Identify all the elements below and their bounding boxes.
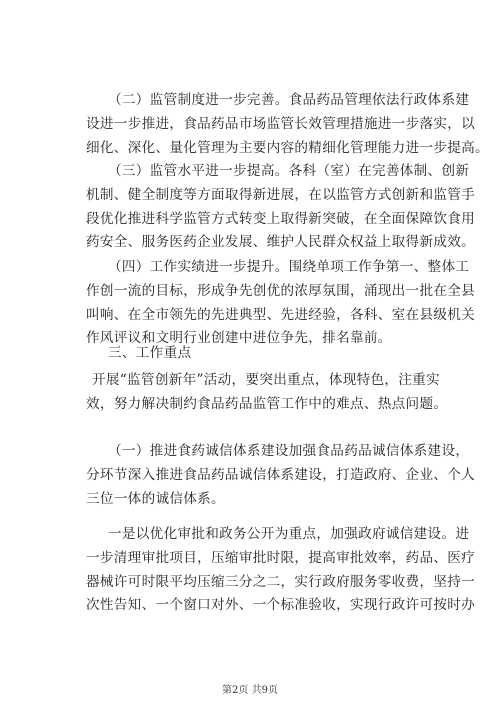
paragraph-integrity-system [86, 440, 476, 511]
paragraph-government-integrity [86, 523, 476, 618]
paragraph-regulatory-system [86, 89, 489, 160]
text-line: 作风评议和文明行业创建中进位争先，排名靠前。 [86, 330, 392, 347]
text-line: （三）监管水平进一步提高。各科（室）在完善体制、创新 [108, 163, 470, 179]
text-line: 开展“监管创新年”活动，要突出重点，体现特色，注重实 [92, 372, 440, 388]
text-line: 三位一体的诚信体系。 [86, 490, 225, 507]
text-line: （四）工作实绩进一步提升。围绕单项工作争第一、整体工 [108, 259, 470, 275]
paragraph-work-performance [86, 256, 476, 351]
paragraph-innovation-year [86, 369, 448, 417]
text-line: 效，努力解决制约食品药品监管工作中的难点、热点问题。 [86, 395, 448, 412]
text-line: 一是以优化审批和政务公开为重点，加强政府诚信建设。进 [108, 526, 470, 542]
text-line: 设进一步推进，食品药品市场监管长效管理措施进一步落实，以 [86, 115, 476, 132]
text-line: 分环节深入推进食品药品诚信体系建设，打造政府、企业、个人 [86, 466, 476, 483]
text-line: 段优化推进科学监管方式转变上取得新突破，在全面保障饮食用 [86, 210, 476, 227]
text-line: 次性告知、一个窗口对外、一个标准验收，实现行政许可按时办 [86, 597, 476, 614]
text-line: 细化、深化、量化管理为主要内容的精细化管理能力进一步提高。 [86, 139, 489, 156]
text-line: 器械许可时限平均压缩三分之二，实行政府服务零收费，坚持一 [86, 573, 476, 590]
page-footer: 第2页 共9页 [222, 685, 278, 696]
text-line: （二）监管制度进一步完善。食品药品管理依法行政体系建 [108, 92, 470, 108]
text-line: 叫响、在全市领先的先进典型、先进经验，各科、室在县级机关 [86, 306, 476, 323]
text-line: 一步清理审批项目，压缩审批时限，提高审批效率，药品、医疗 [86, 549, 476, 566]
text-line: （一）推进食药诚信体系建设加强食品药品诚信体系建设， [108, 443, 470, 459]
section-heading: 三、工作重点 [108, 345, 192, 361]
text-line: 药安全、服务医药企业发展、维护人民群众权益上取得新成效。 [86, 234, 476, 251]
text-line: 作创一流的目标，形成争先创优的浓厚氛围，涌现出一批在全县 [86, 282, 476, 299]
section-heading-work-focus [86, 342, 416, 366]
text-line: 机制、健全制度等方面取得新进展，在以监管方式创新和监管手 [86, 186, 476, 203]
paragraph-regulatory-level [86, 160, 476, 255]
